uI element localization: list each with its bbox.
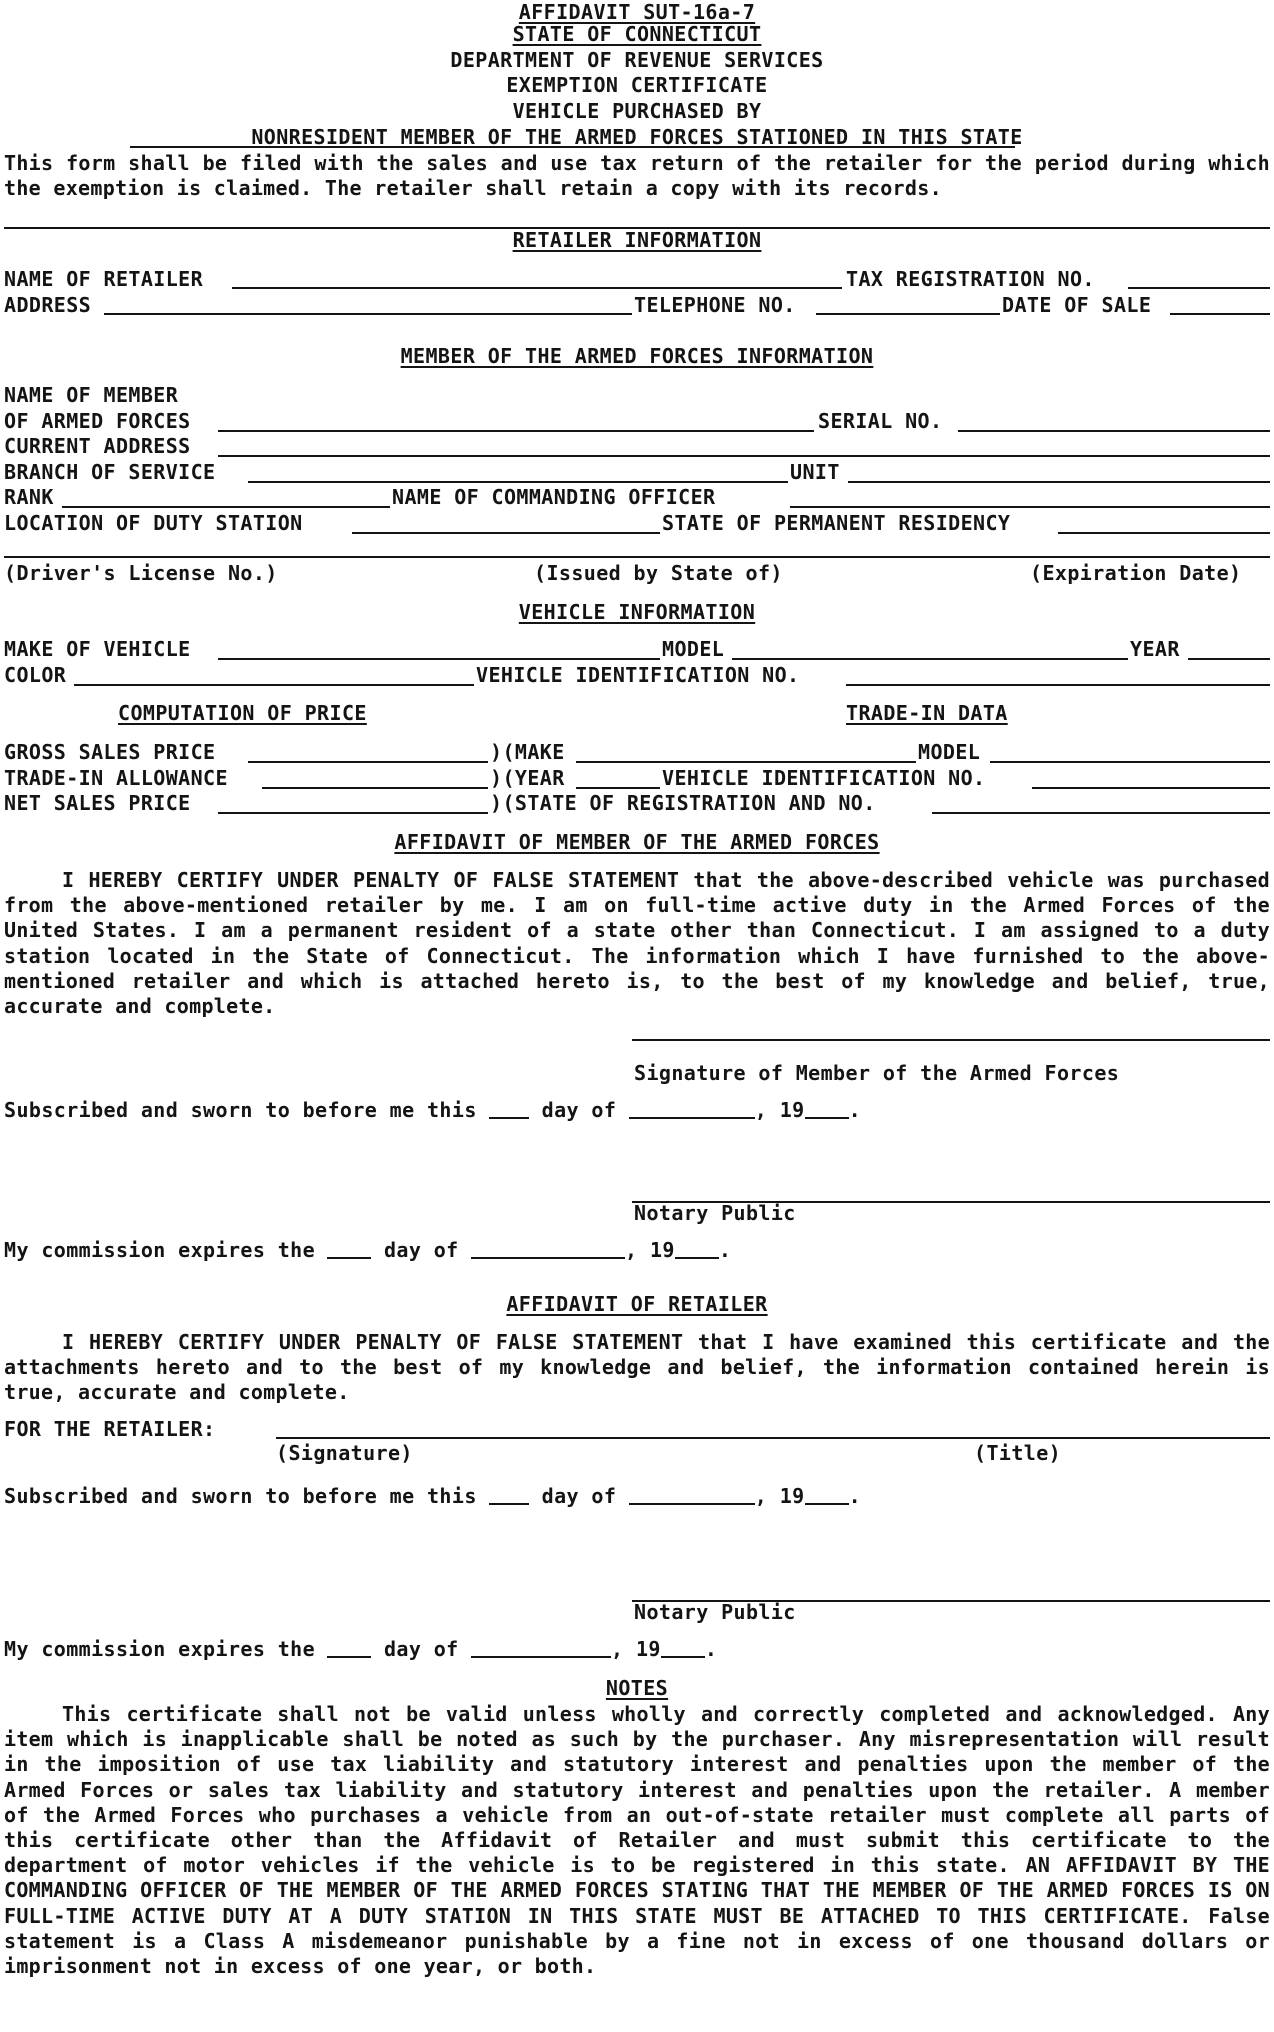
model-label: MODEL <box>662 637 725 661</box>
sworn-end: . <box>848 1098 862 1122</box>
branch-field[interactable] <box>248 481 788 483</box>
model-field[interactable] <box>732 658 1128 660</box>
member-affidavit-heading: AFFIDAVIT OF MEMBER OF THE ARMED FORCES <box>394 830 880 854</box>
member-signature-field[interactable] <box>632 1039 1270 1041</box>
retailer-sworn-prefix: Subscribed and sworn to before me this <box>4 1484 477 1508</box>
retailer-notary-label: Notary Public <box>634 1600 796 1624</box>
current-address-label: CURRENT ADDRESS <box>4 434 191 458</box>
vin-label: VEHICLE IDENTIFICATION NO. <box>476 663 800 687</box>
vehicle-purchased-by: VEHICLE PURCHASED BY <box>512 99 762 123</box>
retailer-name-field[interactable] <box>232 287 842 289</box>
date-of-sale-label: DATE OF SALE <box>1002 293 1152 317</box>
retailer-sworn-line <box>4 1484 861 1508</box>
commission-prefix: My commission expires the <box>4 1238 316 1262</box>
tax-registration-label: TAX REGISTRATION NO. <box>846 267 1095 291</box>
commission-year-prefix: 19 <box>649 1238 675 1262</box>
serial-no-label: SERIAL NO. <box>818 409 943 433</box>
date-of-sale-field[interactable] <box>1170 313 1270 315</box>
gross-price-field[interactable] <box>248 761 488 763</box>
unit-label: UNIT <box>790 460 840 484</box>
form-subtitle: NONRESIDENT MEMBER OF THE ARMED FORCES STATIONED IN THIS STATE <box>251 125 1023 149</box>
tradein-year-label: )(YEAR <box>490 766 565 790</box>
member-name-label-2: OF ARMED FORCES <box>4 409 191 433</box>
tradein-model-label: MODEL <box>918 740 981 764</box>
net-price-label: NET SALES PRICE <box>4 791 191 815</box>
retailer-commission-comma: , <box>611 1637 624 1661</box>
sworn-prefix: Subscribed and sworn to before me this <box>4 1098 477 1122</box>
tradein-allowance-label: TRADE-IN ALLOWANCE <box>4 766 228 790</box>
retailer-sworn-comma: , <box>754 1484 768 1508</box>
expiration-label: (Expiration Date) <box>1030 561 1242 585</box>
sworn-year-prefix: 19 <box>779 1098 805 1122</box>
retailer-address-label: ADDRESS <box>4 293 92 317</box>
commission-end: . <box>718 1238 732 1262</box>
commission-year-field[interactable] <box>675 1239 719 1259</box>
tradein-allowance-field[interactable] <box>262 787 488 789</box>
vehicle-info-heading: VEHICLE INFORMATION <box>518 600 756 624</box>
drivers-license-label: (Driver's License No.) <box>4 561 278 585</box>
year-label: YEAR <box>1130 637 1180 661</box>
department-name: DEPARTMENT OF REVENUE SERVICES <box>450 48 824 72</box>
tradein-vin-field[interactable] <box>1032 787 1270 789</box>
form-id: AFFIDAVIT SUT-16a-7 <box>518 0 756 24</box>
member-info-heading: MEMBER OF THE ARMED FORCES INFORMATION <box>400 344 874 368</box>
retailer-sworn-day-field[interactable] <box>489 1485 529 1505</box>
make-label: MAKE OF VEHICLE <box>4 637 191 661</box>
telephone-field[interactable] <box>816 313 1000 315</box>
retailer-affidavit-heading: AFFIDAVIT OF RETAILER <box>506 1292 768 1316</box>
retailer-signature-field[interactable] <box>276 1437 1270 1439</box>
serial-no-field[interactable] <box>958 430 1270 432</box>
tradein-heading: TRADE-IN DATA <box>846 701 1008 725</box>
tradein-state-label: )(STATE OF REGISTRATION AND NO. <box>490 791 876 815</box>
residency-field[interactable] <box>1058 532 1270 534</box>
member-commission-line <box>4 1238 731 1262</box>
retailer-sworn-year-prefix: 19 <box>779 1484 805 1508</box>
notes-text: This certificate shall not be valid unless wholly and correctly completed and acknowledged. Any item which is inapplicable shall be noted as such by the purchaser. Any misrepresentation will result in the imposition of use tax liability and statutory interest and penalties upon the member of the Armed Forces or sales tax liability and statutory interest and penalties upon the retailer. A member of the Armed Forces who purchases a vehicle from an out-of-state retailer must complete all parts of this certificate other than the Affidavit of Retailer and must submit this certificate to the department of motor vehicles if the vehicle is to be registered in this state. AN AFFIDAVIT BY THE COMMANDING OFFICER OF THE MEMBER OF THE ARMED FORCES STATING THAT THE MEMBER OF THE ARMED FORCES IS ON FULL-TIME ACTIVE DUTY AT A DUTY STATION IN THIS STATE MUST BE ATTACHED TO THIS CERTIFICATE. False statement is a Class A misdemeanor punishable by a fine not in excess of one thousand dollars or imprisonment not in excess of one year, or both. <box>4 1702 1270 1979</box>
year-field[interactable] <box>1188 658 1270 660</box>
branch-label: BRANCH OF SERVICE <box>4 460 216 484</box>
commanding-officer-field[interactable] <box>790 506 1270 508</box>
retailer-sworn-year-field[interactable] <box>805 1485 849 1505</box>
tax-registration-field[interactable] <box>1128 287 1270 289</box>
member-name-label-1: NAME OF MEMBER <box>4 383 179 407</box>
tradein-year-field[interactable] <box>576 787 660 789</box>
retailer-commission-prefix: My commission expires the <box>4 1637 316 1661</box>
certificate-title: EXEMPTION CERTIFICATE <box>506 73 768 97</box>
tradein-make-label: )(MAKE <box>490 740 565 764</box>
commission-day-of: day of <box>383 1238 459 1262</box>
retailer-sworn-day-of: day of <box>541 1484 617 1508</box>
commission-comma: , <box>625 1238 638 1262</box>
gross-price-label: GROSS SALES PRICE <box>4 740 216 764</box>
retailer-commission-line <box>4 1637 717 1661</box>
retailer-commission-day-of: day of <box>383 1637 459 1661</box>
issued-by-label: (Issued by State of) <box>534 561 783 585</box>
tradein-vin-label: VEHICLE IDENTIFICATION NO. <box>662 766 986 790</box>
sworn-year-field[interactable] <box>805 1099 849 1119</box>
retailer-sworn-end: . <box>848 1484 862 1508</box>
retailer-signature-label: (Signature) <box>276 1441 413 1465</box>
residency-label: STATE OF PERMANENT RESIDENCY <box>662 511 1011 535</box>
retailer-commission-year-prefix: 19 <box>635 1637 661 1661</box>
retailer-address-field[interactable] <box>104 313 632 315</box>
member-notary-label: Notary Public <box>634 1201 796 1225</box>
member-affidavit-text: I HEREBY CERTIFY UNDER PENALTY OF FALSE STATEMENT that the above-described vehicle was purchased from the above-mentioned retailer by me. I am on full-time active duty in the Armed Forces of the United States. I am a permanent resident of a state other than Connecticut. I am assigned to a duty station located in the State of Connecticut. The information which I have furnished to the above-mentioned retailer and which is attached hereto is, to the best of my knowledge and belief, true, accurate and complete. <box>4 868 1270 1019</box>
tradein-make-field[interactable] <box>576 761 916 763</box>
retailer-name-label: NAME OF RETAILER <box>4 267 204 291</box>
sworn-month-field[interactable] <box>629 1099 755 1119</box>
rank-field[interactable] <box>62 506 390 508</box>
duty-station-field[interactable] <box>352 532 660 534</box>
rank-label: RANK <box>4 485 54 509</box>
retailer-commission-year-field[interactable] <box>661 1638 705 1658</box>
retailer-info-heading: RETAILER INFORMATION <box>512 228 762 252</box>
telephone-label: TELEPHONE NO. <box>634 293 796 317</box>
commanding-officer-label: NAME OF COMMANDING OFFICER <box>392 485 716 509</box>
vin-field[interactable] <box>846 684 1270 686</box>
tradein-model-field[interactable] <box>990 761 1270 763</box>
state-name: STATE OF CONNECTICUT <box>512 22 762 46</box>
color-label: COLOR <box>4 663 67 687</box>
unit-field[interactable] <box>848 481 1270 483</box>
duty-station-label: LOCATION OF DUTY STATION <box>4 511 303 535</box>
member-sworn-line <box>4 1098 861 1122</box>
retailer-commission-month-field[interactable] <box>471 1638 611 1658</box>
retailer-commission-day-field[interactable] <box>327 1638 371 1658</box>
computation-heading: COMPUTATION OF PRICE <box>118 701 367 725</box>
commission-month-field[interactable] <box>471 1239 625 1259</box>
member-name-field[interactable] <box>218 430 814 432</box>
notes-heading: NOTES <box>605 1676 669 1700</box>
commission-day-field[interactable] <box>327 1239 371 1259</box>
net-price-field[interactable] <box>218 812 488 814</box>
retailer-affidavit-text: I HEREBY CERTIFY UNDER PENALTY OF FALSE STATEMENT that I have examined this certificate and the attachments hereto and to the best of my knowledge and belief, the information contained herein is true, accurate and complete. <box>4 1330 1270 1405</box>
retailer-sworn-month-field[interactable] <box>629 1485 755 1505</box>
sworn-day-of: day of <box>541 1098 617 1122</box>
retailer-title-label: (Title) <box>974 1441 1062 1465</box>
make-field[interactable] <box>218 658 660 660</box>
sworn-comma: , <box>754 1098 768 1122</box>
tradein-state-field[interactable] <box>932 812 1270 814</box>
color-field[interactable] <box>74 684 474 686</box>
for-retailer-label: FOR THE RETAILER: <box>4 1417 216 1441</box>
subtitle-rule <box>130 146 1015 148</box>
current-address-field[interactable] <box>218 455 1270 457</box>
retailer-commission-end: . <box>704 1637 718 1661</box>
sworn-day-field[interactable] <box>489 1099 529 1119</box>
member-signature-label: Signature of Member of the Armed Forces <box>634 1061 1120 1085</box>
license-field[interactable] <box>4 556 1270 558</box>
intro-text: This form shall be filed with the sales and use tax return of the retailer for the period during which the exemption is claimed. The retailer shall retain a copy with its records. <box>4 151 1270 201</box>
